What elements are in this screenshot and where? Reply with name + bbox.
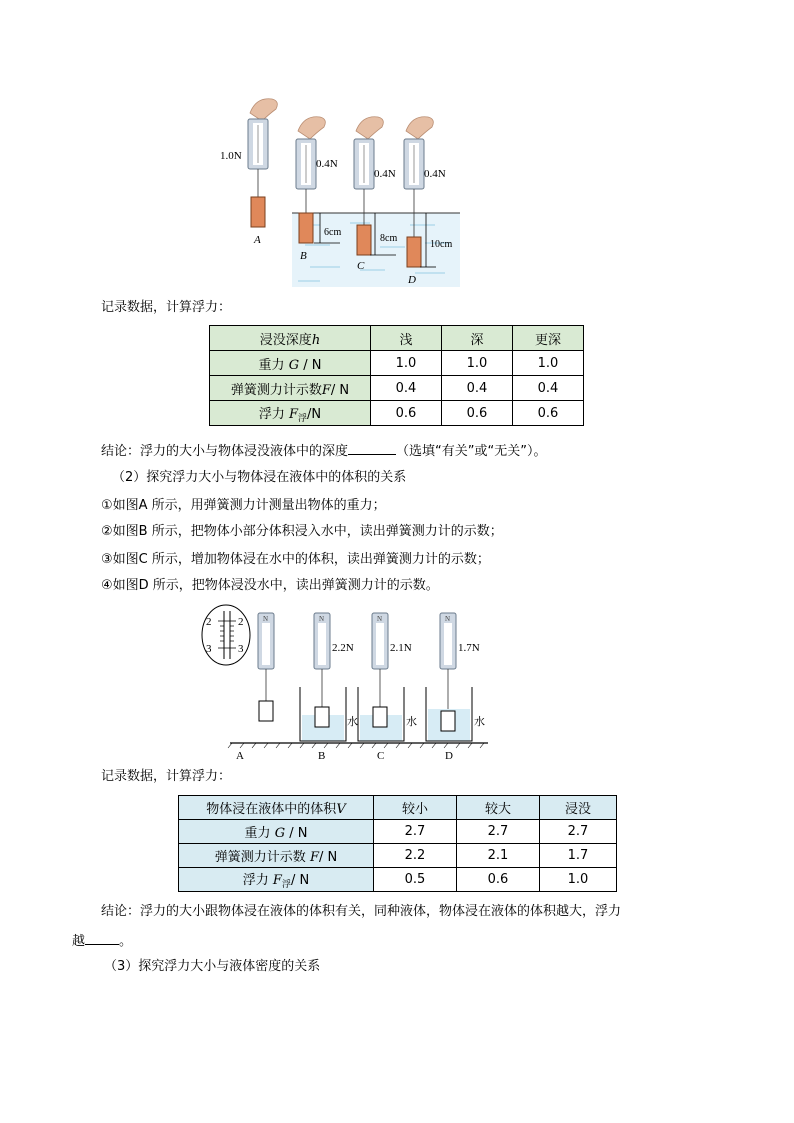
water-tank	[292, 213, 460, 287]
depth-b: 6cm	[324, 227, 342, 238]
label-d: D	[408, 274, 416, 286]
hand-icon	[298, 117, 325, 139]
reading-b: 2.2N	[332, 642, 354, 654]
label-a: A	[236, 750, 244, 762]
table-cell: 0.4	[513, 376, 584, 401]
table-row	[179, 796, 617, 820]
table-row-label: 弹簧测力计示数 F/ N	[179, 844, 374, 868]
table-header-cell: 浅	[371, 326, 442, 351]
reading-a: 1.0N	[220, 150, 242, 162]
table-cell: 0.6	[442, 401, 513, 426]
record-label-2: 记录数据，计算浮力：	[101, 769, 232, 784]
water-label: 水	[406, 716, 417, 728]
section3-title: （3）探究浮力大小与液体密度的关系	[104, 959, 321, 974]
figure-volume-experiment	[196, 603, 496, 763]
table-header-cell: 物体浸在液体中的体积V	[179, 796, 374, 820]
reading-c: 0.4N	[374, 168, 396, 180]
scale-mark: 2	[238, 616, 244, 628]
label-a: A	[254, 234, 261, 246]
depth-table	[209, 325, 584, 426]
table-row	[179, 844, 617, 868]
scale-top-label: N	[263, 615, 269, 623]
section2-title: （2）探究浮力大小与物体浸在液体中的体积的关系	[112, 470, 407, 485]
table-cell: 0.4	[442, 376, 513, 401]
reading-d: 0.4N	[424, 168, 446, 180]
table-row	[210, 401, 584, 426]
table-row-label: 弹簧测力计示数F/ N	[210, 376, 371, 401]
beaker-c	[358, 687, 404, 741]
table-header-cell: 较大	[457, 796, 540, 820]
step-2: ②如图B 所示，把物体小部分体积浸入水中，读出弹簧测力计的示数；	[101, 524, 503, 539]
label-b: B	[318, 750, 326, 762]
scale-top-label: N	[445, 615, 451, 623]
table-row-label: 重力 G / N	[210, 351, 371, 376]
table-cell: 1.7	[540, 844, 617, 868]
step-3: ③如图C 所示，增加物体浸在水中的体积，读出弹簧测力计的示数；	[101, 552, 490, 567]
table-header-cell: 深	[442, 326, 513, 351]
block-d	[407, 237, 421, 267]
beaker-d	[426, 687, 472, 741]
scale-mark: 2	[206, 616, 212, 628]
table-cell: 2.7	[374, 820, 457, 844]
table-cell: 2.7	[540, 820, 617, 844]
conclusion-1: 结论：浮力的大小与物体浸没液体中的深度 （选填“有关”或“无关”）。	[101, 441, 546, 461]
volume-table	[178, 795, 617, 892]
figure-depth-experiment	[210, 95, 470, 290]
depth-d: 10cm	[430, 239, 453, 250]
table-cell: 0.5	[374, 868, 457, 892]
block-b	[299, 213, 313, 243]
reading-c: 2.1N	[390, 642, 412, 654]
water-label: 水	[347, 716, 358, 728]
hand-icon	[406, 117, 433, 139]
beaker-b	[300, 687, 346, 741]
table-header-cell: 浸没	[540, 796, 617, 820]
reading-b: 0.4N	[316, 158, 338, 170]
table-row-label: 重力 G / N	[179, 820, 374, 844]
table-row-label: 浮力 $F_浮/$ N	[179, 868, 374, 892]
answer-blank[interactable]	[85, 931, 119, 945]
table-header-cell: 浸没深度h	[210, 326, 371, 351]
table-cell: 2.2	[374, 844, 457, 868]
label-d: D	[445, 750, 453, 762]
label-b: B	[300, 250, 307, 262]
table-cell: 1.0	[513, 351, 584, 376]
table-row	[210, 326, 584, 351]
block-c	[357, 225, 371, 255]
scale-mark: 3	[206, 643, 212, 655]
table-cell: 0.6	[513, 401, 584, 426]
scale-top-label: N	[377, 615, 383, 623]
scale-top-label: N	[319, 615, 325, 623]
hand-icon	[356, 117, 383, 139]
table-cell: 0.4	[371, 376, 442, 401]
table-cell: 1.0	[442, 351, 513, 376]
table-cell: 1.0	[540, 868, 617, 892]
scale-mark: 3	[238, 643, 244, 655]
table-row	[210, 351, 584, 376]
table-cell: 2.7	[457, 820, 540, 844]
reading-d: 1.7N	[458, 642, 480, 654]
block-a	[251, 197, 265, 227]
table-cell: 0.6	[457, 868, 540, 892]
step-4: ④如图D 所示，把物体浸没水中，读出弹簧测力计的示数。	[101, 578, 439, 593]
label-c: C	[357, 260, 365, 272]
table-cell: 1.0	[371, 351, 442, 376]
table-row	[179, 868, 617, 892]
depth-c: 8cm	[380, 233, 398, 244]
label-c: C	[377, 750, 385, 762]
step-1: ①如图A 所示，用弹簧测力计测量出物体的重力；	[101, 498, 386, 513]
water-label: 水	[474, 716, 485, 728]
object-a	[259, 701, 273, 721]
record-label-1: 记录数据，计算浮力：	[101, 300, 232, 315]
conclusion-2-line1: 结论：浮力的大小跟物体浸在液体的体积有关，同种液体，物体浸在液体的体积越大，浮力	[101, 904, 622, 919]
table-row	[179, 820, 617, 844]
table-header-cell: 更深	[513, 326, 584, 351]
magnified-scale	[202, 605, 250, 665]
table-row	[210, 376, 584, 401]
answer-blank[interactable]	[348, 441, 396, 455]
table-row-label: 浮力 $F_浮/N$	[210, 401, 371, 426]
table-header-cell: 较小	[374, 796, 457, 820]
table-cell: 2.1	[457, 844, 540, 868]
conclusion-2-line2: 越 。	[72, 931, 132, 951]
table-cell: 0.6	[371, 401, 442, 426]
hand-icon	[250, 99, 277, 121]
